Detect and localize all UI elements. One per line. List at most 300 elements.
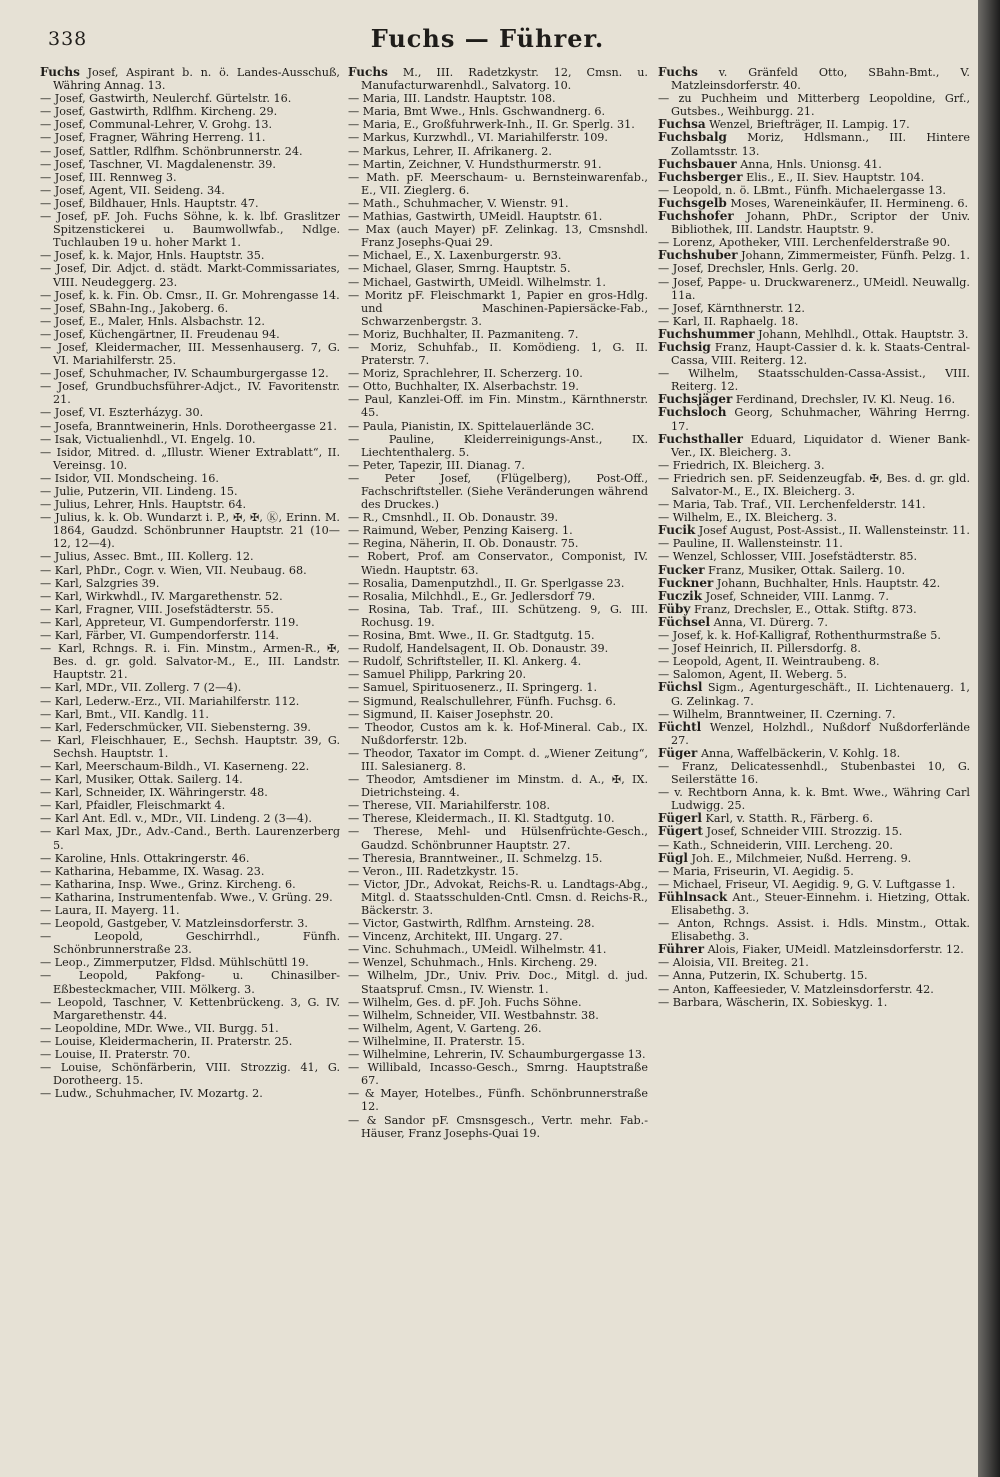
directory-entry bbox=[348, 92, 648, 105]
page-number: 338 bbox=[48, 28, 88, 50]
directory-entry bbox=[348, 721, 648, 747]
entry-text: — Veron., III. Radetzkystr. 15. bbox=[348, 864, 519, 878]
directory-entry bbox=[40, 721, 340, 734]
directory-entry bbox=[40, 105, 340, 118]
entry-text: — Karl, Wirkwhdl., IV. Margarethenstr. 52. bbox=[40, 589, 283, 603]
directory-entry bbox=[658, 302, 970, 315]
entry-text: — Julius, Lehrer, Hnls. Hauptstr. 64. bbox=[40, 498, 247, 512]
directory-entry bbox=[40, 681, 340, 694]
entry-text: — Josef, Pappe- u. Druckwarenerz., UMeidl. Neuwallg. 11a. bbox=[658, 275, 970, 302]
entry-text: — Maria, Friseurin, VI. Aegidig. 5. bbox=[658, 864, 854, 878]
directory-entry bbox=[348, 197, 648, 210]
directory-entry bbox=[348, 695, 648, 708]
entry-text: — Barbara, Wäscherin, IX. Sobieskyg. 1. bbox=[658, 995, 888, 1009]
directory-entry bbox=[40, 302, 340, 315]
entry-text: Alois, Fiaker, UMeidl. Matzleinsdorferstr. 12. bbox=[704, 943, 964, 957]
directory-entry bbox=[348, 799, 648, 812]
directory-entry bbox=[40, 695, 340, 708]
directory-entry bbox=[658, 433, 970, 459]
directory-entry bbox=[40, 498, 340, 511]
entry-text: — Maria, Tab. Traf., VII. Lerchenfelderstr. 141. bbox=[658, 498, 926, 512]
entry-surname: Füchsel bbox=[658, 614, 711, 629]
directory-entry bbox=[40, 131, 340, 144]
entry-text: — Josef, Fragner, Währing Herreng. 11. bbox=[40, 131, 266, 145]
entry-text: — Paula, Pianistin, IX. Spittelauerlände 3C. bbox=[348, 419, 595, 433]
entry-text: — Katharina, Hebamme, IX. Wasag. 23. bbox=[40, 864, 265, 878]
directory-entry bbox=[348, 629, 648, 642]
entry-text: — Theodor, Amtsdiener im Minstm. d. A., ✠, IX. Dietrichsteing. 4. bbox=[348, 773, 648, 800]
entry-surname: Führer bbox=[658, 942, 705, 957]
entry-text: — Leopold, Pakfong- u. Chinasilber-Eßbesteckmacher, VIII. Mölkerg. 3. bbox=[40, 969, 340, 996]
entry-text: — Josef, Bildhauer, Hnls. Hauptstr. 47. bbox=[40, 196, 259, 210]
entry-text: — Max (auch Mayer) pF. Zelinkag. 13, Cmsnshdl. Franz Josephs-Quai 29. bbox=[348, 223, 648, 250]
entry-text: — Karl, PhDr., Cogr. v. Wien, VII. Neubaug. 68. bbox=[40, 563, 307, 577]
directory-entry bbox=[40, 1035, 340, 1048]
directory-entry bbox=[348, 590, 648, 603]
entry-text: — Victor, Gastwirth, Rdlfhm. Arnsteing. 28. bbox=[348, 917, 595, 931]
directory-entry bbox=[658, 616, 970, 629]
entry-text: Ferdinand, Drechsler, IV. Kl. Neug. 16. bbox=[732, 393, 956, 407]
entry-text: — Theresia, Branntweiner., II. Schmelzg. 15. bbox=[348, 851, 603, 865]
entry-text: — Markus, Lehrer, II. Afrikanerg. 2. bbox=[348, 144, 552, 158]
entry-text: — Sigmund, II. Kaiser Josephstr. 20. bbox=[348, 707, 554, 721]
directory-entry bbox=[40, 446, 340, 472]
entry-text: — Karl, II. Raphaelg. 18. bbox=[658, 314, 799, 328]
directory-entry bbox=[348, 550, 648, 576]
entry-text: — Michael, Gastwirth, UMeidl. Wilhelmstr. 1. bbox=[348, 275, 606, 289]
directory-entry bbox=[348, 145, 648, 158]
entry-text: — Martin, Zeichner, V. Hundsthurmerstr. 91. bbox=[348, 157, 602, 171]
directory-entry bbox=[658, 210, 970, 236]
entry-text: Karl, v. Statth. R., Färberg. 6. bbox=[701, 812, 874, 826]
entry-text: — Therese, Mehl- und Hülsenfrüchte-Gesch., Gaudzd. Schönbrunner Hauptstr. 27. bbox=[348, 825, 648, 852]
entry-text: — Moriz, Buchhalter, II. Pazmaniteng. 7. bbox=[348, 327, 579, 341]
entry-text: — Michael, Glaser, Smrng. Hauptstr. 5. bbox=[348, 262, 571, 276]
directory-entry bbox=[348, 930, 648, 943]
directory-entry bbox=[658, 825, 970, 838]
directory-entry bbox=[348, 1087, 648, 1113]
directory-entry bbox=[348, 511, 648, 524]
directory-entry bbox=[658, 760, 970, 786]
directory-entry bbox=[40, 158, 340, 171]
page-header bbox=[0, 22, 975, 62]
entry-text: — & Sandor pF. Cmsnsgesch., Vertr. mehr. Fab.-Häuser, Franz Josephs-Quai 19. bbox=[348, 1113, 648, 1140]
directory-entry bbox=[40, 799, 340, 812]
directory-entry bbox=[658, 276, 970, 302]
directory-entry bbox=[658, 511, 970, 524]
entry-text: — Therese, VII. Mariahilferstr. 108. bbox=[348, 799, 551, 813]
directory-entry bbox=[658, 681, 970, 707]
entry-text: — Therese, Kleidermach., II. Kl. Stadtgutg. 10. bbox=[348, 812, 615, 826]
entry-surname: Fucik bbox=[658, 523, 696, 538]
entry-text: — Michael, E., X. Laxenburgerstr. 93. bbox=[348, 249, 562, 263]
entry-text: — v. Rechtborn Anna, k. k. Bmt. Wwe., Währing Carl Ludwigg. 25. bbox=[658, 786, 970, 813]
directory-entry bbox=[658, 969, 970, 982]
directory-entry bbox=[348, 773, 648, 799]
entry-text: — Julius, k. k. Ob. Wundarzt i. P., ✠, ✠, Ⓚ, Erinn. M. 1864, Gaudzd. Schönbrunner Hauptstr. 21 (10—12, 12—4). bbox=[40, 511, 340, 551]
entry-text: — Laura, II. Mayerg. 11. bbox=[40, 904, 180, 917]
entry-surname: Fuchsbalg bbox=[658, 130, 727, 145]
entry-text: — Pauline, Kleiderreinigungs-Anst., IX. Liechtenthalerg. 5. bbox=[348, 432, 648, 459]
directory-entry bbox=[348, 969, 648, 995]
directory-entry bbox=[40, 550, 340, 563]
directory-entry bbox=[658, 917, 970, 943]
entry-surname: Fuchsberger bbox=[658, 169, 743, 184]
directory-entry bbox=[348, 708, 648, 721]
entry-text: — Friedrich, IX. Bleicherg. 3. bbox=[658, 458, 825, 472]
directory-entry bbox=[658, 92, 970, 118]
directory-entry bbox=[658, 642, 970, 655]
directory-entry bbox=[40, 930, 340, 956]
directory-entry bbox=[348, 393, 648, 419]
directory-entry bbox=[40, 956, 340, 969]
entry-text: — Regina, Näherin, II. Ob. Donaustr. 75. bbox=[348, 537, 579, 551]
column-3 bbox=[658, 66, 970, 1466]
entry-text: v. Gränfeld Otto, SBahn-Bmt., V. Matzleinsdorferstr. 40. bbox=[671, 66, 970, 93]
directory-entry bbox=[40, 210, 340, 249]
entry-surname: Fuchsjäger bbox=[658, 392, 733, 407]
entry-text: — Theodor, Taxator im Compt. d. „Wiener Zeitung“, III. Salesianerg. 8. bbox=[348, 746, 648, 773]
directory-entry bbox=[348, 66, 648, 92]
directory-entry bbox=[348, 105, 648, 118]
entry-text: — Theodor, Custos am k. k. Hof-Mineral. Cab., IX. Nußdorferstr. 12b. bbox=[348, 720, 648, 747]
directory-entry bbox=[40, 812, 340, 825]
entry-text: Johann, PhDr., Scriptor der Univ. Bibliothek, III. Landstr. Hauptstr. 9. bbox=[671, 210, 970, 237]
entry-text: — Wenzel, Schlosser, VIII. Josefstädterstr. 85. bbox=[658, 550, 918, 564]
directory-entry bbox=[40, 485, 340, 498]
directory-entry bbox=[40, 996, 340, 1022]
directory-entry bbox=[348, 249, 648, 262]
entry-text: — Karl, Musiker, Ottak. Sailerg. 14. bbox=[40, 773, 243, 787]
entry-text: — Josef, Gastwirth, Rdlfhm. Kircheng. 29. bbox=[40, 105, 278, 119]
directory-entry bbox=[658, 812, 970, 825]
entry-surname: Füchsl bbox=[658, 680, 703, 695]
entry-surname: Fuczik bbox=[658, 588, 703, 603]
directory-entry bbox=[40, 184, 340, 197]
entry-text: — Karl, Federschmücker, VII. Siebensterng. 39. bbox=[40, 720, 311, 734]
entry-text: — Josef, k. k. Hof-Kalligraf, Rothenthurmstraße 5. bbox=[658, 629, 941, 643]
directory-entry bbox=[348, 878, 648, 917]
entry-text: — Josef Heinrich, II. Pillersdorfg. 8. bbox=[658, 642, 861, 656]
directory-entry bbox=[40, 852, 340, 865]
directory-entry bbox=[658, 747, 970, 760]
directory-entry bbox=[348, 158, 648, 171]
entry-text: — Josef, Sattler, Rdlfhm. Schönbrunnerstr. 24. bbox=[40, 144, 303, 158]
directory-entry bbox=[658, 891, 970, 917]
entry-surname: Fuchs bbox=[348, 66, 388, 79]
entry-surname: Fuchsa bbox=[658, 117, 706, 132]
entry-surname: Füchtl bbox=[658, 719, 702, 734]
directory-entry bbox=[40, 328, 340, 341]
directory-entry bbox=[348, 943, 648, 956]
directory-entry bbox=[348, 262, 648, 275]
entry-text: Johann, Zimmermeister, Fünfh. Pelzg. 1. bbox=[737, 249, 970, 263]
entry-text: — Josef, Drechsler, Hnls. Gerlg. 20. bbox=[658, 262, 859, 276]
entry-text: — Wenzel, Schuhmach., Hnls. Kircheng. 29. bbox=[348, 956, 598, 970]
entry-text: Franz, Haupt-Cassier d. k. k. Staats-Central-Cassa, VIII. Reiterg. 12. bbox=[671, 340, 970, 368]
entry-text: — Aloisia, VII. Breiteg. 21. bbox=[658, 956, 809, 970]
entry-text: M., III. Radetzkystr. 12, Cmsn. u. Manufacturwarenhdl., Salvatorg. 10. bbox=[361, 66, 648, 93]
directory-entry bbox=[348, 524, 648, 537]
entry-text: Johann, Mehlhdl., Ottak. Hauptstr. 3. bbox=[754, 327, 969, 341]
entry-text: Anna, Hnls. Unionsg. 41. bbox=[736, 157, 882, 171]
directory-entry bbox=[348, 276, 648, 289]
directory-entry bbox=[348, 223, 648, 249]
entry-text: — Josef, III. Rennweg 3. bbox=[40, 170, 177, 184]
directory-entry bbox=[658, 171, 970, 184]
directory-entry bbox=[348, 812, 648, 825]
entry-surname: Fuchsgelb bbox=[658, 195, 727, 210]
directory-entry bbox=[658, 537, 970, 550]
directory-entry bbox=[40, 1048, 340, 1061]
directory-entry bbox=[348, 433, 648, 459]
directory-entry bbox=[40, 197, 340, 210]
directory-entry bbox=[40, 917, 340, 930]
directory-entry bbox=[40, 433, 340, 446]
directory-entry bbox=[40, 249, 340, 262]
entry-text: Georg, Schuhmacher, Währing Herrng. 17. bbox=[671, 406, 970, 433]
entry-text: — Wilhelm, Schneider, VII. Westbahnstr. 38. bbox=[348, 1008, 599, 1022]
directory-entry bbox=[40, 577, 340, 590]
entry-text: Johann, Buchhalter, Hnls. Hauptstr. 42. bbox=[713, 576, 941, 590]
directory-entry bbox=[348, 681, 648, 694]
directory-entry bbox=[658, 956, 970, 969]
entry-text: — Josef, Communal-Lehrer, V. Grohg. 13. bbox=[40, 118, 273, 132]
entry-text: — Leopold, n. ö. LBmt., Fünfh. Michaelergasse 13. bbox=[658, 183, 946, 197]
directory-entry bbox=[348, 210, 648, 223]
directory-entry bbox=[348, 459, 648, 472]
directory-entry bbox=[658, 131, 970, 157]
directory-entry bbox=[348, 1035, 648, 1048]
entry-text: — Victor, JDr., Advokat, Reichs-R. u. Landtags-Abg., Mitgl. d. Staatsschulden-Cntl. Cmsn. d. Reichs-R., Bäckerstr. 3. bbox=[348, 877, 648, 917]
entry-surname: Füger bbox=[658, 745, 698, 760]
directory-entry bbox=[40, 629, 340, 642]
directory-entry bbox=[40, 1087, 340, 1100]
entry-text: — & Mayer, Hotelbes., Fünfh. Schönbrunnerstraße 12. bbox=[348, 1087, 648, 1114]
entry-text: — Josef, E., Maler, Hnls. Alsbachstr. 12. bbox=[40, 314, 265, 328]
entry-text: — Josef, Grundbuchsführer-Adjct., IV. Favoritenstr. 21. bbox=[40, 380, 340, 407]
entry-text: — Isak, Victualienhdl., VI. Engelg. 10. bbox=[40, 432, 256, 446]
entry-text: — Wilhelm, Ges. d. pF. Joh. Fuchs Söhne. bbox=[348, 995, 582, 1009]
entry-text: — Anton, Kaffeesieder, V. Matzleinsdorferstr. 42. bbox=[658, 982, 934, 996]
entry-text: — Karl, Fragner, VIII. Josefstädterstr. 55. bbox=[40, 602, 274, 616]
directory-entry bbox=[348, 131, 648, 144]
directory-entry bbox=[658, 459, 970, 472]
entry-text: — Willibald, Incasso-Gesch., Smrng. Hauptstraße 67. bbox=[348, 1061, 648, 1088]
entry-text: — Moritz pF. Fleischmarkt 1, Papier en gros-Hdlg. und Maschinen-Papiersäcke-Fab., Schwarzenbergstr. 3. bbox=[348, 288, 648, 328]
directory-entry bbox=[348, 537, 648, 550]
entry-text: Wenzel, Holzhdl., Nußdorf Nußdorferlände 27. bbox=[671, 720, 970, 747]
entry-text: — Anton, Rchngs. Assist. i. Hdls. Minstm., Ottak. Elisabethg. 3. bbox=[658, 917, 970, 944]
directory-entry bbox=[40, 420, 340, 433]
entry-surname: Fuchsbauer bbox=[658, 156, 737, 171]
directory-entry bbox=[40, 289, 340, 302]
directory-entry bbox=[40, 642, 340, 681]
entry-text: — Peter, Tapezir, III. Dianag. 7. bbox=[348, 458, 525, 472]
entry-text: — Karl, Appreteur, VI. Gumpendorferstr. 119. bbox=[40, 615, 299, 629]
entry-text: — Michael, Friseur, VI. Aegidig. 9, G. V. Luftgasse 1. bbox=[658, 877, 956, 891]
entry-text: — Maria, E., Großfuhrwerk-Inh., II. Gr. Sperlg. 31. bbox=[348, 118, 635, 132]
directory-entry bbox=[40, 406, 340, 419]
directory-entry bbox=[348, 118, 648, 131]
entry-text: — Karl, Rchngs. R. i. Fin. Minstm., Armen-R., ✠, Bes. d. gr. gold. Salvator-M., E., III. Landstr. Hauptstr. 21. bbox=[40, 642, 340, 682]
directory-entry bbox=[348, 1114, 648, 1140]
directory-entry bbox=[348, 747, 648, 773]
entry-text: — Josef, SBahn-Ing., Jakoberg. 6. bbox=[40, 301, 229, 315]
entry-text: — Josef, VI. Eszterházyg. 30. bbox=[40, 406, 204, 420]
entry-text: — Wilhelm, E., IX. Bleicherg. 3. bbox=[658, 511, 838, 525]
entry-surname: Fucker bbox=[658, 562, 705, 577]
directory-entry bbox=[348, 825, 648, 851]
entry-text: Josef, Schneider VIII. Strozzig. 15. bbox=[702, 825, 903, 839]
directory-entry bbox=[658, 577, 970, 590]
directory-entry bbox=[40, 865, 340, 878]
entry-text: Wenzel, Briefträger, II. Lampig. 17. bbox=[705, 118, 910, 132]
entry-text: — Katharina, Instrumentenfab. Wwe., V. Grüng. 29. bbox=[40, 890, 333, 904]
entry-text: — Josef, k. k. Fin. Ob. Cmsr., II. Gr. Mohrengasse 14. bbox=[40, 288, 340, 302]
entry-text: — Karoline, Hnls. Ottakringerstr. 46. bbox=[40, 851, 250, 865]
directory-entry bbox=[348, 380, 648, 393]
entry-text: — Karl, Pfaidler, Fleischmarkt 4. bbox=[40, 799, 226, 813]
directory-entry bbox=[40, 66, 340, 92]
entry-text: — Karl, Bmt., VII. Kandlg. 11. bbox=[40, 707, 209, 721]
directory-entry bbox=[348, 865, 648, 878]
entry-surname: Fuchshofer bbox=[658, 209, 734, 224]
entry-text: — Leopoldine, MDr. Wwe., VII. Burgg. 51. bbox=[40, 1021, 279, 1035]
entry-text: — Josef, Gastwirth, Neulerchf. Gürtelstr. 16. bbox=[40, 92, 292, 106]
entry-text: Sigm., Agenturgeschäft., II. Lichtenauerg. 1, G. Zelinkag. 7. bbox=[671, 681, 970, 708]
entry-text: — Karl, MDr., VII. Zollerg. 7 (2—4). bbox=[40, 681, 242, 695]
entry-text: — Josef, k. k. Major, Hnls. Hauptstr. 35. bbox=[40, 249, 265, 263]
entry-surname: Fügert bbox=[658, 824, 703, 839]
directory-entry bbox=[40, 118, 340, 131]
entry-text: — Julius, Assec. Bmt., III. Kollerg. 12. bbox=[40, 550, 254, 564]
directory-entry bbox=[348, 171, 648, 197]
directory-entry bbox=[658, 66, 970, 92]
entry-text: — Louise, Schönfärberin, VIII. Strozzig. 41, G. Dorotheerg. 15. bbox=[40, 1061, 340, 1088]
entry-text: — Rosalia, Damenputzhdl., II. Gr. Sperlgasse 23. bbox=[348, 576, 625, 590]
directory-entry bbox=[40, 969, 340, 995]
entry-text: — Karl, Salzgries 39. bbox=[40, 576, 160, 590]
entry-text: — Karl, Schneider, IX. Währingerstr. 48. bbox=[40, 786, 268, 800]
directory-entry bbox=[40, 891, 340, 904]
entry-text: — Franz, Delicatessenhdl., Stubenbastei 10, G. Seilerstätte 16. bbox=[658, 759, 970, 787]
directory-entry bbox=[658, 262, 970, 275]
entry-text: — Isidor, Mitred. d. „Illustr. Wiener Extrablatt“, II. Vereinsg. 10. bbox=[40, 445, 340, 472]
entry-text: — Rudolf, Schriftsteller, II. Kl. Ankerg. 4. bbox=[348, 655, 582, 669]
directory-entry bbox=[348, 668, 648, 681]
entry-text: — Wilhelm, Agent, V. Garteng. 26. bbox=[348, 1021, 542, 1035]
entry-text: — Wilhelm, Staatsschulden-Cassa-Assist., VIII. Reiterg. 12. bbox=[658, 367, 970, 394]
entry-text: — Josef, Kleidermacher, III. Messenhauserg. 7, G. VI. Mariahilferstr. 25. bbox=[40, 340, 340, 368]
directory-entry bbox=[40, 1061, 340, 1087]
entry-text: Franz, Musiker, Ottak. Sailerg. 10. bbox=[704, 563, 906, 577]
entry-text: — Maria, III. Landstr. Hauptstr. 108. bbox=[348, 92, 556, 106]
directory-entry bbox=[40, 171, 340, 184]
entry-text: — Markus, Kurzwhdl., VI. Mariahilferstr. 109. bbox=[348, 131, 608, 145]
directory-entry bbox=[348, 1048, 648, 1061]
directory-entry bbox=[658, 524, 970, 537]
entry-text: Elis., E., II. Siev. Hauptstr. 104. bbox=[742, 170, 925, 184]
entry-text: — Leop., Zimmerputzer, Fldsd. Mühlschüttl 19. bbox=[40, 956, 309, 970]
entry-text: Franz, Drechsler, E., Ottak. Stiftg. 873. bbox=[690, 602, 917, 616]
entry-text: — Karl Max, JDr., Adv.-Cand., Berth. Laurenzerberg 5. bbox=[40, 825, 340, 852]
directory-entry bbox=[348, 1009, 648, 1022]
directory-entry bbox=[40, 92, 340, 105]
entry-text: — Josefa, Branntweinerin, Hnls. Dorotheergasse 21. bbox=[40, 419, 337, 433]
directory-entry bbox=[658, 852, 970, 865]
entry-surname: Fuchshummer bbox=[658, 326, 755, 341]
column-1 bbox=[40, 66, 340, 1466]
entry-text: — Louise, II. Praterstr. 70. bbox=[40, 1048, 191, 1062]
directory-entry bbox=[658, 472, 970, 498]
entry-text: — Josef, Agent, VII. Seideng. 34. bbox=[40, 183, 225, 197]
entry-text: — Louise, Kleidermacherin, II. Praterstr. 25. bbox=[40, 1034, 293, 1048]
entry-text: — Josef, Schuhmacher, IV. Schaumburgergasse 12. bbox=[40, 367, 329, 381]
directory-entry bbox=[658, 550, 970, 563]
directory-entry bbox=[40, 367, 340, 380]
entry-text: Josef, Aspirant b. n. ö. Landes-Ausschuß, Währing Annag. 13. bbox=[53, 66, 340, 93]
entry-text: — Math. pF. Meerschaum- u. Bernsteinwarenfab., E., VII. Zieglerg. 6. bbox=[348, 170, 648, 197]
page-edge-shadow bbox=[978, 0, 1000, 1477]
entry-text: — Salomon, Agent, II. Weberg. 5. bbox=[658, 668, 847, 682]
directory-entry bbox=[40, 603, 340, 616]
directory-entry bbox=[658, 590, 970, 603]
entry-text: — Katharina, Insp. Wwe., Grinz. Kircheng. 6. bbox=[40, 877, 296, 891]
entry-text: — Josef, Küchengärtner, II. Freudenau 94. bbox=[40, 327, 280, 341]
directory-entry bbox=[40, 145, 340, 158]
entry-text: — Mathias, Gastwirth, UMeidl. Hauptstr. 61. bbox=[348, 210, 603, 224]
directory-entry bbox=[658, 249, 970, 262]
directory-entry bbox=[40, 472, 340, 485]
entry-text: — Wilhelm, Branntweiner, II. Czerning. 7. bbox=[658, 707, 896, 721]
directory-entry bbox=[658, 786, 970, 812]
entry-text: — Josef, Taschner, VI. Magdalenenstr. 39. bbox=[40, 157, 276, 171]
entry-surname: Fuchsloch bbox=[658, 405, 727, 420]
running-title: Fuchs — Führer. bbox=[370, 24, 605, 53]
directory-entry bbox=[40, 825, 340, 851]
directory-entry bbox=[40, 708, 340, 721]
entry-surname: Fügerl bbox=[658, 811, 702, 826]
entry-text: Moses, Wareneinkäufer, II. Hermineng. 6. bbox=[726, 196, 969, 210]
entry-text: — Karl, Färber, VI. Gumpendorferstr. 114. bbox=[40, 629, 279, 643]
entry-text: Moriz, Hdlsmann., III. Hintere Zollamtsstr. 13. bbox=[671, 131, 970, 158]
entry-surname: Fuchsthaller bbox=[658, 431, 743, 446]
directory-entry bbox=[658, 708, 970, 721]
entry-text: — R., Cmsnhdl., II. Ob. Donaustr. 39. bbox=[348, 511, 559, 525]
entry-text: Ant., Steuer-Einnehm. i. Hietzing, Ottak. Elisabethg. 3. bbox=[671, 890, 970, 917]
entry-surname: Fuchs bbox=[658, 66, 698, 79]
directory-entry bbox=[658, 865, 970, 878]
entry-text: — Samuel Philipp, Parkring 20. bbox=[348, 668, 527, 682]
directory-entry bbox=[40, 786, 340, 799]
entry-text: — Leopold, Geschirrhdl., Fünfh. Schönbrunnerstraße 23. bbox=[40, 930, 340, 957]
directory-entry bbox=[40, 262, 340, 288]
entry-text: — Raimund, Weber, Penzing Kaiserg. 1. bbox=[348, 524, 573, 538]
entry-text: — Robert, Prof. am Conservator., Componist, IV. Wiedn. Hauptstr. 63. bbox=[348, 550, 648, 577]
directory-entry bbox=[348, 956, 648, 969]
entry-surname: Fuchshuber bbox=[658, 248, 738, 263]
directory-entry bbox=[658, 367, 970, 393]
directory-entry bbox=[658, 406, 970, 432]
directory-entry bbox=[40, 564, 340, 577]
entry-text: — Rosina, Tab. Traf., III. Schützeng. 9, G. III. Rochusg. 19. bbox=[348, 602, 648, 629]
entry-text: — Maria, Bmt Wwe., Hnls. Gschwandnerg. 6. bbox=[348, 105, 606, 119]
directory-entry bbox=[658, 498, 970, 511]
entry-text: — Pauline, II. Wallensteinstr. 11. bbox=[658, 537, 843, 551]
entry-text: — Leopold, Gastgeber, V. Matzleinsdorferstr. 3. bbox=[40, 917, 308, 931]
entry-text: — Karl Ant. Edl. v., MDr., VII. Lindeng. 2 (3—4). bbox=[40, 812, 312, 826]
